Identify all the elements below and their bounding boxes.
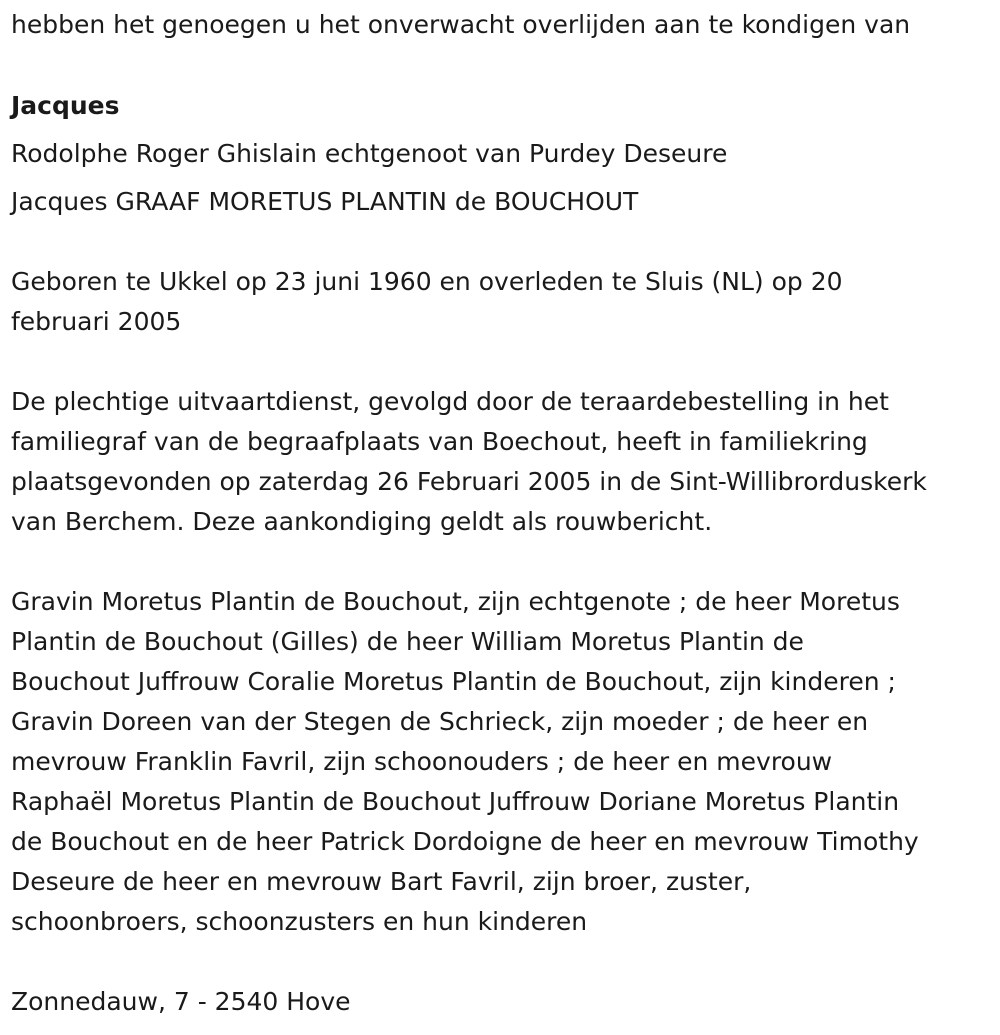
- paragraph-line: Gravin Moretus Plantin de Bouchout, zijn echtgenote ; de heer Moretus: [11, 587, 900, 616]
- paragraph-line: Plantin de Bouchout (Gilles) de heer William Moretus Plantin de: [11, 627, 804, 656]
- deceased-full-name: Jacques GRAAF MORETUS PLANTIN de BOUCHOUT: [11, 187, 639, 216]
- paragraph-line: mevrouw Franklin Favril, zijn schoonouders ; de heer en mevrouw: [11, 747, 833, 776]
- birth-death-paragraph: [11, 262, 996, 342]
- paragraph-line: Raphaël Moretus Plantin de Bouchout Juffrouw Doriane Moretus Plantin: [11, 787, 900, 816]
- paragraph-line: familiegraf van de begraafplaats van Boechout, heeft in familiekring: [11, 427, 868, 456]
- ceremony-paragraph: [11, 382, 996, 542]
- paragraph-line: Gravin Doreen van der Stegen de Schrieck, zijn moeder ; de heer en: [11, 707, 869, 736]
- paragraph-line: de Bouchout en de heer Patrick Dordoigne de heer en mevrouw Timothy: [11, 827, 919, 856]
- deceased-given-names: Rodolphe Roger Ghislain echtgenoot van Purdey Deseure: [11, 139, 728, 168]
- paragraph-line: Deseure de heer en mevrouw Bart Favril, zijn broer, zuster,: [11, 867, 752, 896]
- address-text: Zonnedauw, 7 - 2540 Hove: [11, 987, 351, 1016]
- paragraph-line: februari 2005: [11, 307, 182, 336]
- intro-text: hebben het genoegen u het onverwacht overlijden aan te kondigen van: [11, 10, 911, 39]
- paragraph-line: plaatsgevonden op zaterdag 26 Februari 2005 in de Sint-Willibrorduskerk: [11, 467, 927, 496]
- paragraph-line: Bouchout Juffrouw Coralie Moretus Plantin de Bouchout, zijn kinderen ;: [11, 667, 896, 696]
- family-paragraph: [11, 582, 996, 942]
- deceased-first-name: Jacques: [11, 91, 120, 120]
- paragraph-line: schoonbroers, schoonzusters en hun kinderen: [11, 907, 588, 936]
- paragraph-line: van Berchem. Deze aankondiging geldt als rouwbericht.: [11, 507, 713, 536]
- paragraph-line: De plechtige uitvaartdienst, gevolgd door de teraardebestelling in het: [11, 387, 889, 416]
- paragraph-line: Geboren te Ukkel op 23 juni 1960 en overleden te Sluis (NL) op 20: [11, 267, 843, 296]
